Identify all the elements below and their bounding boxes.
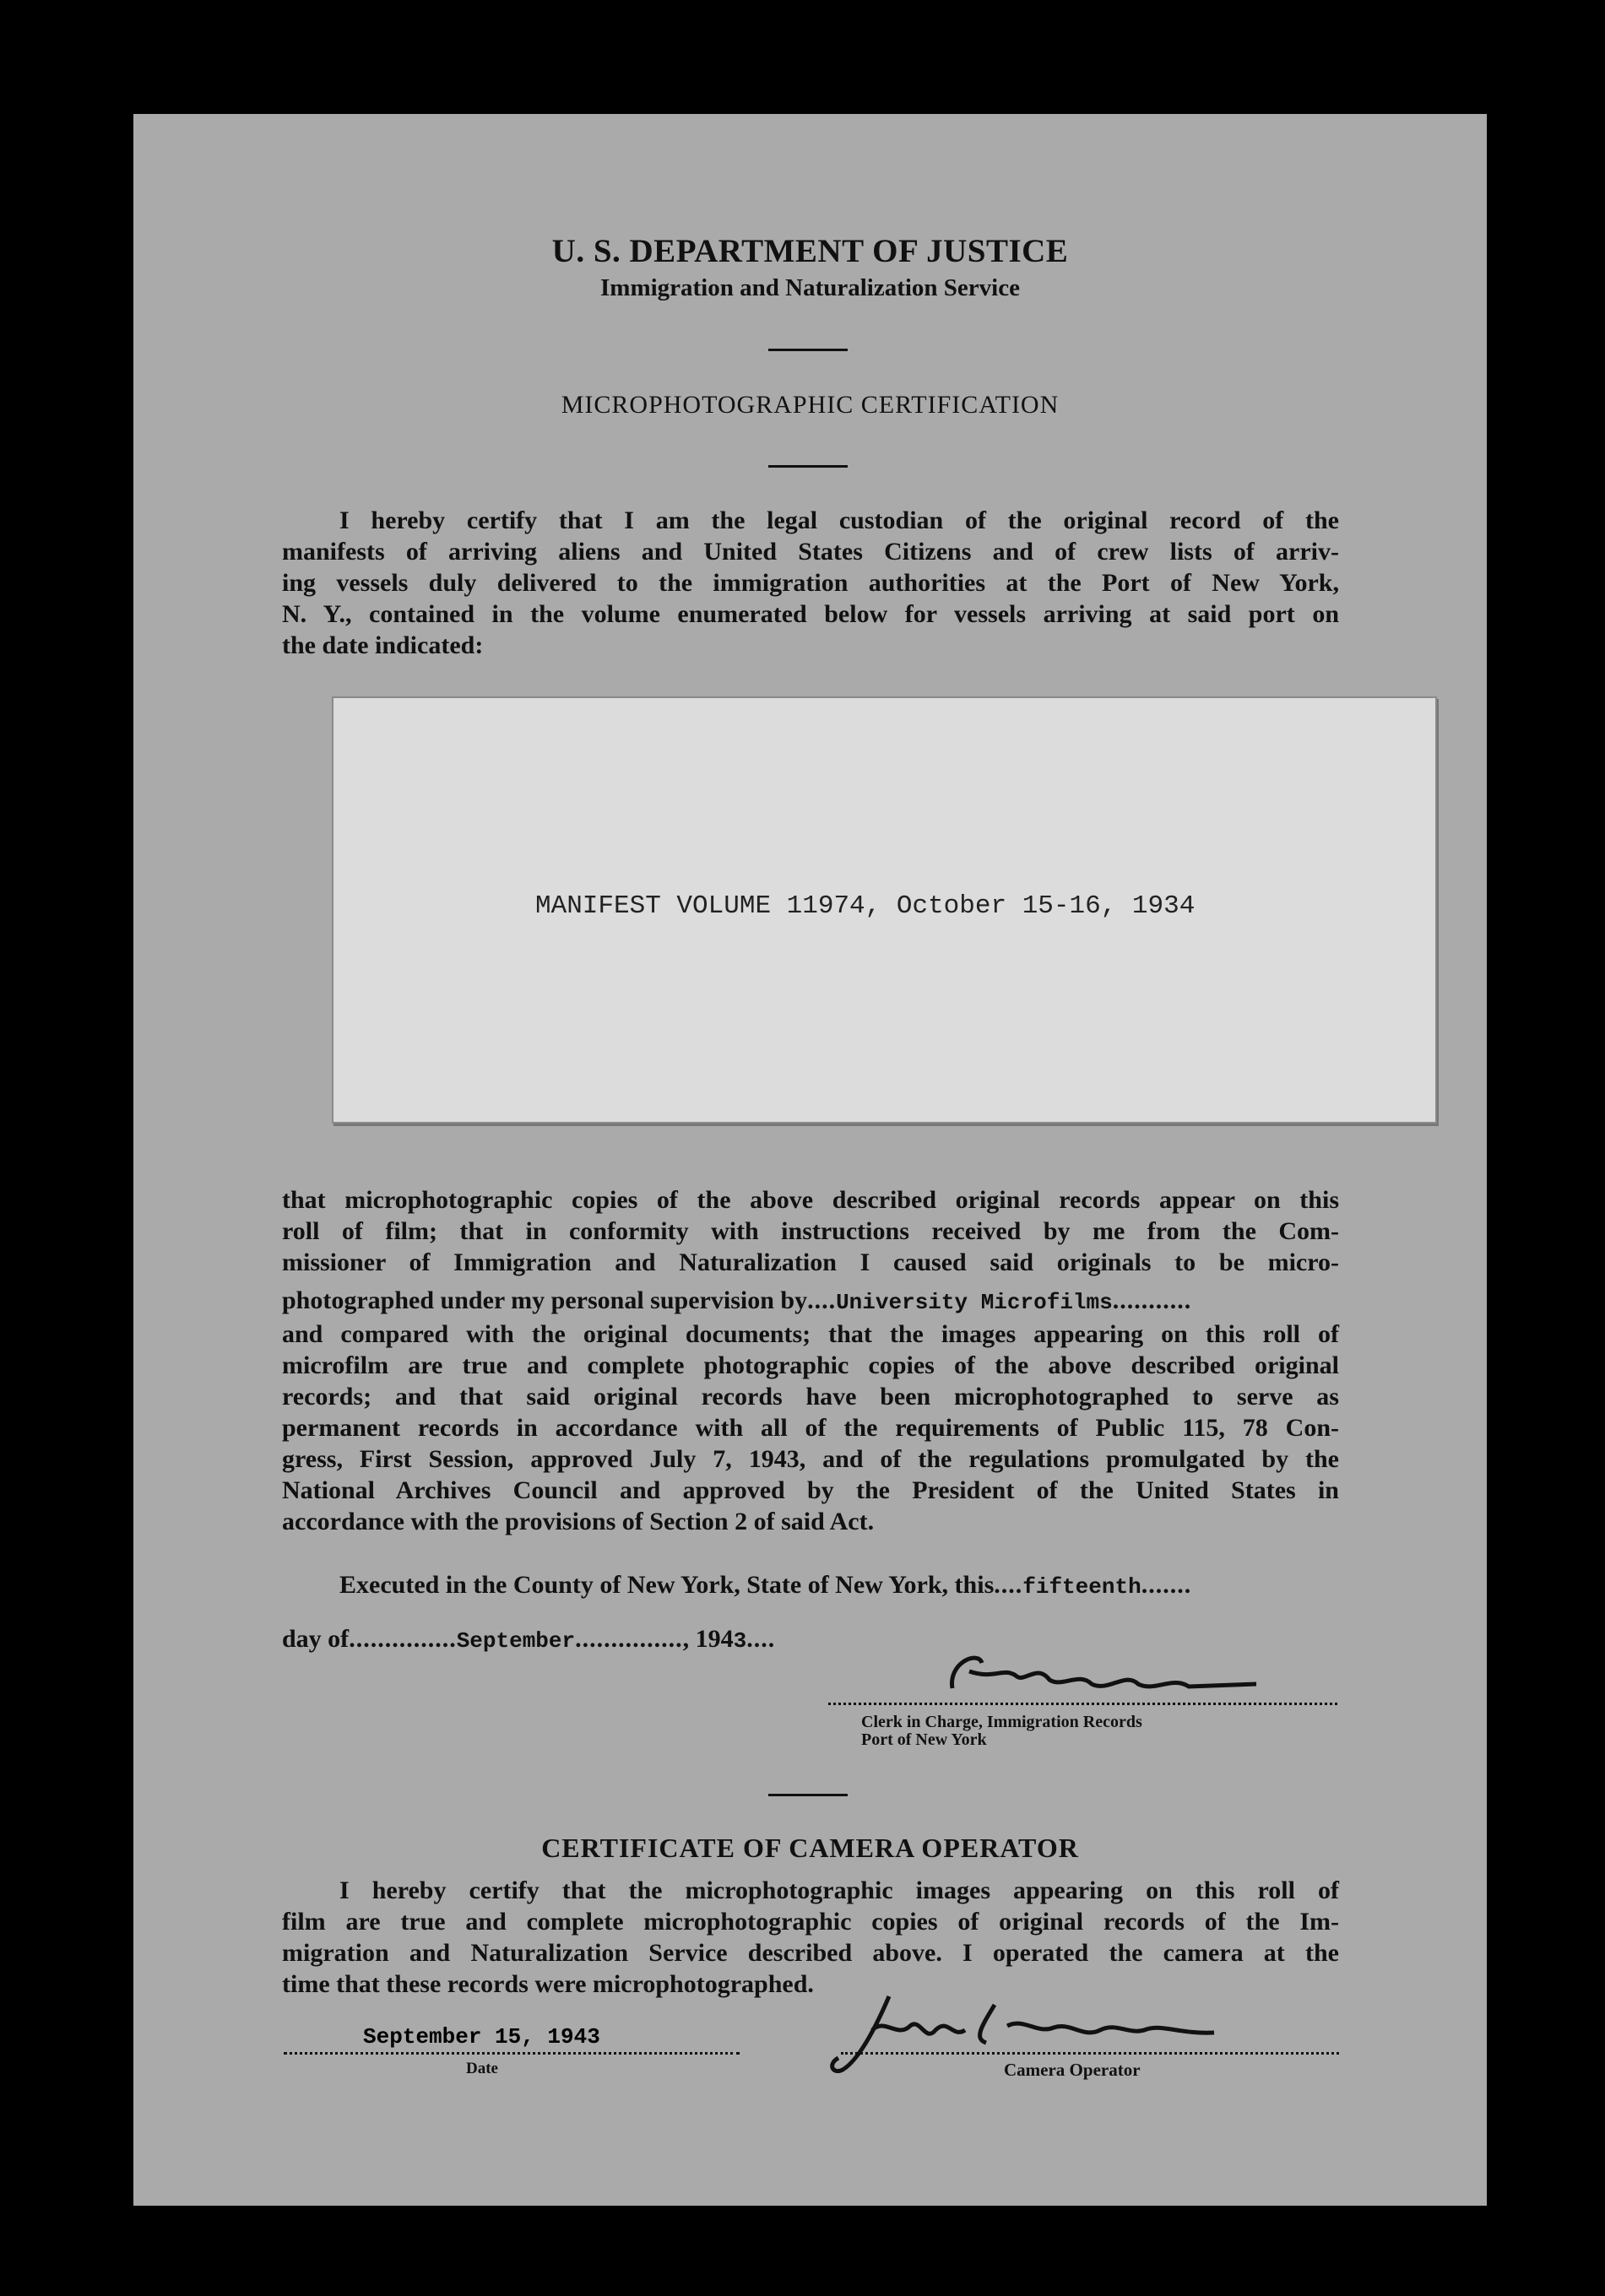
date-caption: Date — [466, 2060, 498, 2077]
body-line: National Archives Council and approved by the President of the United States in — [282, 1476, 1339, 1504]
body-line: accordance with the provisions of Section 2 of said Act. — [282, 1508, 875, 1535]
camera-date-value: September 15, 1943 — [363, 2024, 600, 2050]
camera-operator-caption: Camera Operator — [1004, 2060, 1141, 2080]
clerk-caption-title: Clerk in Charge, Immigration Records — [861, 1713, 1142, 1731]
body-line: microfilm are true and complete photographic copies of the above described original — [282, 1351, 1339, 1379]
supervision-company: University Microfilms — [836, 1290, 1113, 1315]
intro-paragraph — [282, 505, 1339, 661]
manifest-record-card — [332, 696, 1437, 1124]
supervision-line: photographed under my personal supervision by....University Microfilms........... — [282, 1286, 1192, 1315]
body-line: roll of film; that in conformity with instructions received by me from the Com- — [282, 1217, 1339, 1245]
intro-line: I hereby certify that I am the legal custodian of the original record of the — [339, 506, 1339, 534]
execution-year-digit: 3 — [733, 1628, 747, 1654]
camera-line: I hereby certify that the microphotographic images appearing on this roll of — [339, 1876, 1339, 1904]
body-line: and compared with the original documents; that the images appearing on this roll of — [282, 1320, 1339, 1348]
body-line: that microphotographic copies of the above described original records appear on this — [282, 1186, 1339, 1214]
clerk-signature — [944, 1646, 1265, 1705]
execution-month-line: day of...............September..............., 1943.... — [282, 1625, 776, 1654]
clerk-signature-line — [828, 1703, 1337, 1705]
body-paragraph — [282, 1184, 1339, 1537]
execution-month: September — [456, 1628, 576, 1654]
execution-paragraph — [282, 1569, 1339, 1657]
manifest-volume-text: MANIFEST VOLUME 11974, October 15-16, 1934 — [535, 891, 1196, 921]
camera-paragraph — [282, 1875, 1339, 2000]
body-line: missioner of Immigration and Naturalization I caused said originals to be micro- — [282, 1248, 1339, 1276]
department-title: U. S. DEPARTMENT OF JUSTICE — [551, 233, 1069, 269]
execution-line: Executed in the County of New York, State of New York, this....fifteenth....... — [339, 1571, 1192, 1600]
body-line: records; and that said original records have been microphotographed to serve as — [282, 1383, 1339, 1411]
certification-title: MICROPHOTOGRAPHIC CERTIFICATION — [561, 391, 1060, 419]
execution-day: fifteenth — [1022, 1574, 1141, 1600]
header-divider — [768, 349, 848, 351]
body-line: gress, First Session, approved July 7, 1943, and of the regulations promulgated by the — [282, 1445, 1339, 1473]
title-divider — [768, 465, 848, 468]
camera-line: film are true and complete microphotographic copies of original records of the Im- — [282, 1908, 1339, 1936]
execution-prefix: Executed in the County of New York, State of New York, this — [339, 1571, 995, 1599]
intro-line: manifests of arriving aliens and United States Citizens and of crew lists of arriv- — [282, 538, 1339, 566]
certificate-sheet — [133, 114, 1487, 2206]
execution-year-prefix: , 194 — [682, 1625, 734, 1653]
clerk-caption — [861, 1714, 1142, 1749]
body-line: permanent records in accordance with all of the requirements of Public 115, 78 Con- — [282, 1414, 1339, 1442]
execution-month-prefix: day of — [282, 1625, 350, 1653]
camera-line: migration and Naturalization Service described above. I operated the camera at the — [282, 1939, 1339, 1967]
clerk-caption-port: Port of New York — [861, 1730, 987, 1749]
supervision-prefix: photographed under my personal supervision by — [282, 1286, 808, 1314]
intro-line: ing vessels duly delivered to the immigration authorities at the Port of New York, — [282, 569, 1339, 597]
intro-line: N. Y., contained in the volume enumerated below for vessels arriving at said port on — [282, 600, 1339, 628]
intro-line: the date indicated: — [282, 631, 484, 659]
camera-operator-line — [841, 2052, 1339, 2055]
camera-operator-title: CERTIFICATE OF CAMERA OPERATOR — [541, 1833, 1079, 1863]
service-subtitle: Immigration and Naturalization Service — [600, 274, 1020, 301]
camera-line: time that these records were microphotographed. — [282, 1970, 814, 1998]
date-line — [284, 2052, 740, 2055]
section-divider — [768, 1794, 848, 1796]
